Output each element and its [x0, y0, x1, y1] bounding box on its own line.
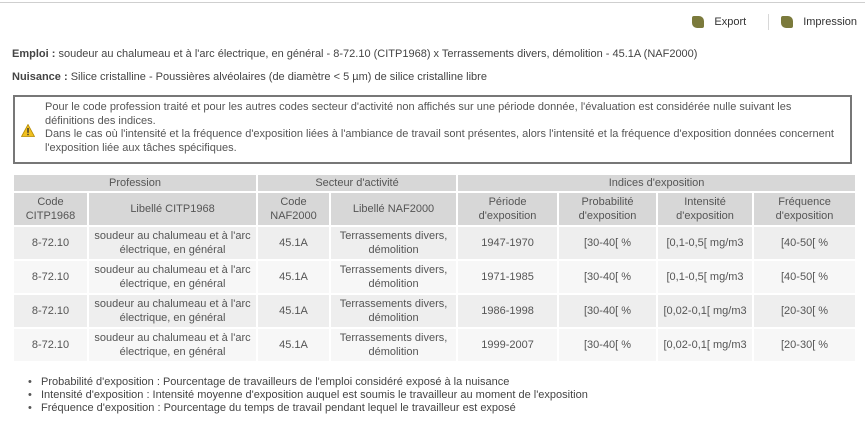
group-header-secteur: Secteur d'activité — [257, 174, 457, 192]
cell-code-naf: 45.1A — [257, 226, 330, 260]
cell-libelle-citp: soudeur au chalumeau et à l'arc électrique, en général — [88, 260, 257, 294]
cell-libelle-citp: soudeur au chalumeau et à l'arc électrique, en général — [88, 226, 257, 260]
column-header-frequence: Fréquence d'exposition — [753, 192, 856, 226]
group-header-indices: Indices d'exposition — [457, 174, 856, 192]
table-row — [13, 226, 856, 260]
cell-libelle-naf: Terrassements divers, démolition — [330, 260, 457, 294]
cell-code-naf: 45.1A — [257, 294, 330, 328]
legend-item: • Fréquence d'exposition : Pourcentage du temps de travail pendant lequel le travailleur est exposé — [28, 402, 588, 415]
export-button[interactable] — [692, 16, 746, 28]
top-divider — [0, 2, 865, 3]
notice-line: Pour le code profession traité et pour les autres codes secteur d'activité non affichés sur une période donnée, l'évaluation est considérée nulle suivant les — [45, 101, 792, 113]
exposure-table — [12, 173, 857, 363]
column-header-code-citp: Code CITP1968 — [13, 192, 88, 226]
export-icon — [692, 16, 704, 28]
column-header-libelle-citp: Libellé CITP1968 — [88, 192, 257, 226]
export-label: Export — [714, 16, 747, 28]
toolbar — [692, 14, 857, 30]
cell-libelle-citp: soudeur au chalumeau et à l'arc électrique, en général — [88, 294, 257, 328]
cell-libelle-naf: Terrassements divers, démolition — [330, 294, 457, 328]
column-header-libelle-naf: Libellé NAF2000 — [330, 192, 457, 226]
legend-item: • Intensité d'exposition : Intensité moyenne d'exposition auquel est soumis le travailleur au moment de l'exposition — [28, 389, 588, 402]
notice-line: définitions des indices. — [45, 114, 156, 127]
cell-code-naf: 45.1A — [257, 328, 330, 362]
cell-code-citp: 8-72.10 — [13, 328, 88, 362]
legend-item: • Probabilité d'exposition : Pourcentage de travailleurs de l'emploi considéré exposé à la nuisance — [28, 376, 588, 389]
nuisance-line — [12, 71, 487, 83]
cell-code-citp: 8-72.10 — [13, 226, 88, 260]
table-row — [13, 294, 856, 328]
cell-libelle-naf: Terrassements divers, démolition — [330, 226, 457, 260]
cell-code-naf: 45.1A — [257, 260, 330, 294]
emploi-line — [12, 48, 697, 60]
cell-libelle-naf: Terrassements divers, démolition — [330, 328, 457, 362]
nuisance-value: Silice cristalline - Poussières alvéolaires (de diamètre < 5 µm) de silice cristalline libre — [70, 71, 487, 83]
cell-intensite: [0,02-0,1[ mg/m3 — [657, 328, 753, 362]
cell-probabilite: [30-40[ % — [558, 226, 657, 260]
cell-intensite: [0,02-0,1[ mg/m3 — [657, 294, 753, 328]
notice-text — [45, 101, 845, 155]
cell-intensite: [0,1-0,5[ mg/m3 — [657, 226, 753, 260]
cell-periode: 1986-1998 — [457, 294, 558, 328]
group-header-profession: Profession — [13, 174, 257, 192]
notice-line: Dans le cas où l'intensité et la fréquence d'exposition liées à l'ambiance de travail sont présentes, alors l'intensité et la fréquence d'exposition données concernent — [45, 128, 834, 140]
notice-box — [13, 95, 852, 164]
cell-frequence: [20-30[ % — [753, 328, 856, 362]
print-label: Impression — [803, 16, 857, 28]
column-header-probabilite: Probabilité d'exposition — [558, 192, 657, 226]
cell-probabilite: [30-40[ % — [558, 328, 657, 362]
cell-periode: 1999-2007 — [457, 328, 558, 362]
cell-probabilite: [30-40[ % — [558, 260, 657, 294]
cell-intensite: [0,1-0,5[ mg/m3 — [657, 260, 753, 294]
toolbar-separator — [768, 14, 769, 30]
column-header-periode: Période d'exposition — [457, 192, 558, 226]
warning-icon — [21, 124, 35, 137]
emploi-value: soudeur au chalumeau et à l'arc électrique, en général - 8-72.10 (CITP1968) x Terrassements divers, démolition - 45.1A (NAF2000) — [58, 48, 698, 60]
cell-frequence: [20-30[ % — [753, 294, 856, 328]
cell-libelle-citp: soudeur au chalumeau et à l'arc électrique, en général — [88, 328, 257, 362]
cell-periode: 1971-1985 — [457, 260, 558, 294]
column-header-code-naf: Code NAF2000 — [257, 192, 330, 226]
cell-code-citp: 8-72.10 — [13, 294, 88, 328]
notice-line: l'exposition liée aux tâches spécifiques. — [45, 141, 237, 154]
table-row — [13, 260, 856, 294]
print-button[interactable] — [781, 16, 857, 28]
print-icon — [781, 16, 793, 28]
column-header-intensite: Intensité d'exposition — [657, 192, 753, 226]
legend-list — [28, 376, 588, 415]
cell-code-citp: 8-72.10 — [13, 260, 88, 294]
cell-periode: 1947-1970 — [457, 226, 558, 260]
cell-frequence: [40-50[ % — [753, 260, 856, 294]
cell-probabilite: [30-40[ % — [558, 294, 657, 328]
nuisance-label: Nuisance : — [12, 71, 68, 83]
cell-frequence: [40-50[ % — [753, 226, 856, 260]
table-row — [13, 328, 856, 362]
emploi-label: Emploi : — [12, 48, 56, 60]
